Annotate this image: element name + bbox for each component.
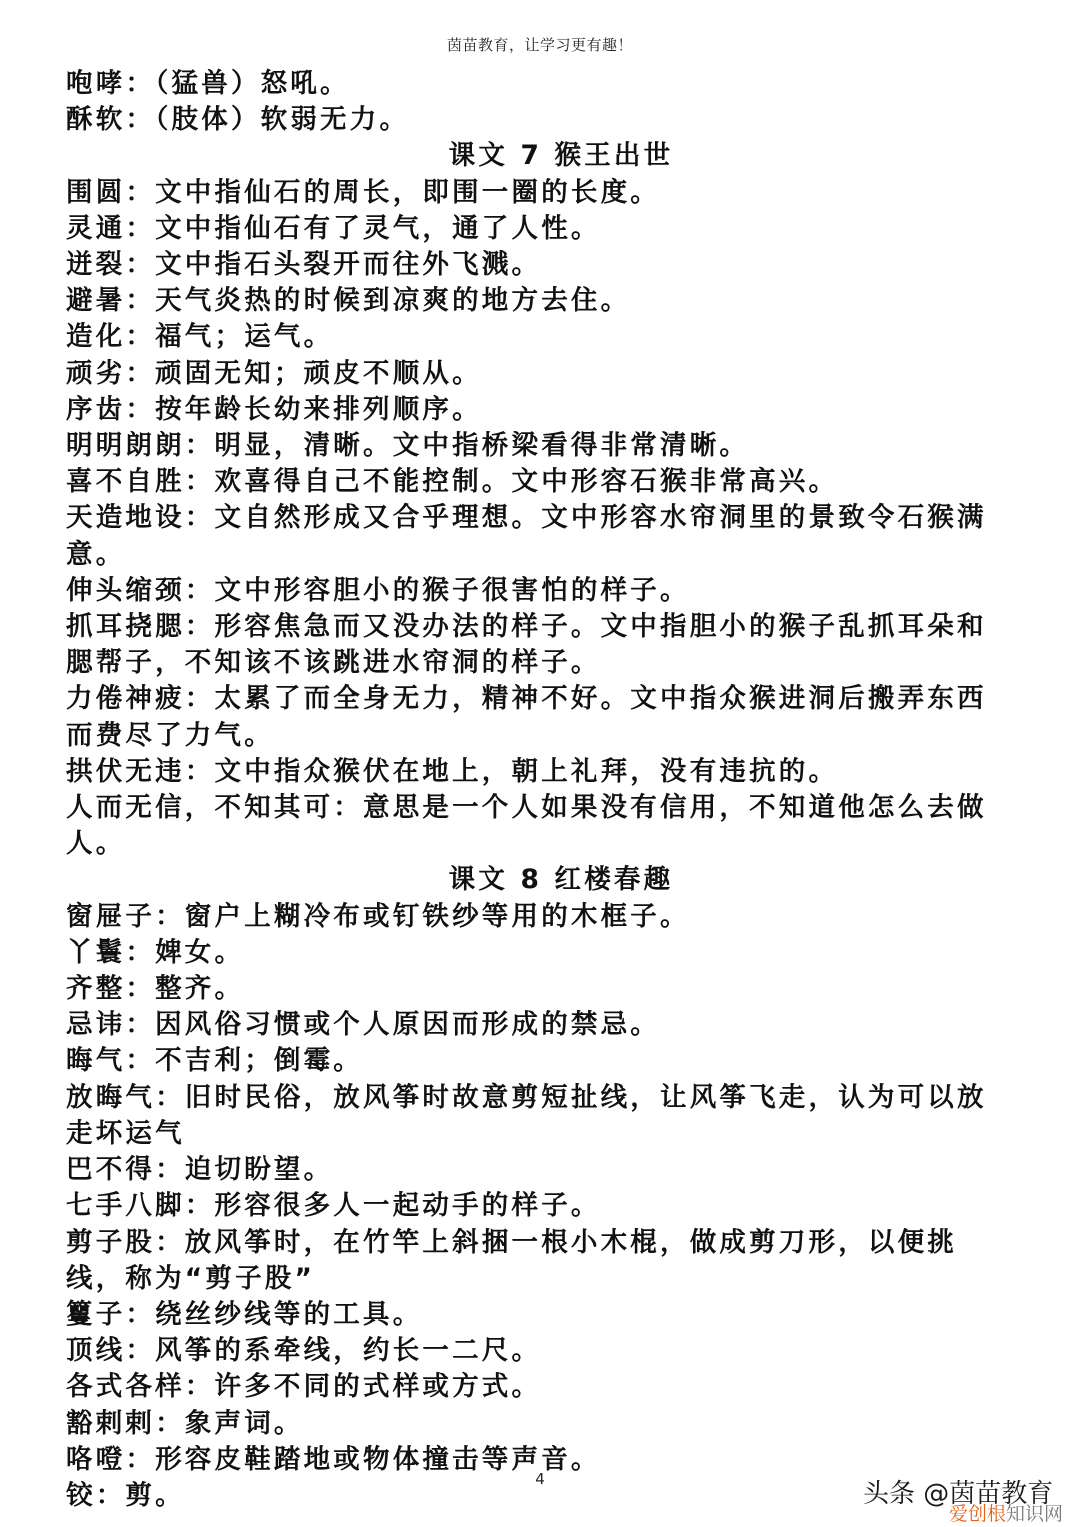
entry-line: 顽劣：顽固无知；顽皮不顺从。 <box>66 357 482 389</box>
entry-line: 伸头缩颈：文中形容胆小的猴子很害怕的样子。 <box>66 574 690 606</box>
entry-line: 齐整：整齐。 <box>66 973 245 1005</box>
entry-line: 晦气：不吉利；倒霉。 <box>66 1045 363 1077</box>
watermark <box>863 1473 1073 1523</box>
page-header: 茵苗教育，让学习更有趣！ <box>446 36 633 54</box>
entry-line: 咯噔：形容皮鞋踏地或物体撞击等声音。 <box>66 1443 601 1475</box>
entry-line: 围圆：文中指仙石的周长，即围一圈的长度。 <box>66 176 660 208</box>
entry-line: 顶线：风筝的系牵线，约长一二尺。 <box>66 1335 542 1367</box>
page-number: 4 <box>535 1470 545 1488</box>
entry-line: 各式各样：许多不同的式样或方式。 <box>66 1371 542 1403</box>
entry-line: 铰：剪。 <box>66 1479 185 1511</box>
entry-line: 灵通：文中指仙石有了灵气，通了人性。 <box>66 212 601 244</box>
entry-line: 抓耳挠腮：形容焦急而又没办法的样子。文中指胆小的猴子乱抓耳朵和腮帮子，不知该不该跳进水帘洞的样子。 <box>66 611 987 679</box>
watermark-site <box>949 1499 1063 1526</box>
watermark-source: 头条 @茵苗教育 <box>863 1479 1054 1509</box>
entry-line: 迸裂：文中指石头裂开而往外飞溅。 <box>66 249 542 281</box>
entry-line: 序齿：按年龄长幼来排列顺序。 <box>66 393 482 425</box>
entry-line: 拱伏无违：文中指众猴伏在地上，朝上礼拜，没有违抗的。 <box>66 755 839 787</box>
watermark-site-orange: 爱创根 <box>949 1503 1007 1525</box>
entry-line: 剪子股：放风筝时，在竹竿上斜捆一根小木棍，做成剪刀形，以便挑线，称为“剪子股” <box>66 1226 957 1294</box>
entry-line: 豁剌剌：象声词。 <box>66 1407 304 1439</box>
entry-line: 巴不得：迫切盼望。 <box>66 1154 334 1186</box>
section-heading: 课文 7 猴王出世 <box>448 140 674 172</box>
document-body <box>66 66 1016 1514</box>
entry-line: 酥软：（肢体）软弱无力。 <box>66 104 410 136</box>
entry-line: 咆哮：（猛兽）怒吼。 <box>66 68 350 99</box>
entry-line: 造化：福气；运气。 <box>66 321 334 353</box>
entry-line: 丫鬟：婢女。 <box>66 936 245 968</box>
entry-line: 籰子：绕丝纱线等的工具。 <box>66 1298 423 1330</box>
entry-line: 窗屉子：窗户上糊冷布或钉铁纱等用的木框子。 <box>66 900 690 932</box>
entry-line: 明明朗朗：明显，清晰。文中指桥梁看得非常清晰。 <box>66 430 750 462</box>
entry-line: 避暑：天气炎热的时候到凉爽的地方去住。 <box>66 285 631 317</box>
entry-line: 力倦神疲：太累了而全身无力，精神不好。文中指众猴进洞后搬弄东西而费尽了力气。 <box>66 683 987 751</box>
entry-line: 喜不自胜：欢喜得自己不能控制。文中形容石猴非常高兴。 <box>66 466 839 498</box>
watermark-site-gray: 知识网 <box>1006 1503 1064 1525</box>
entry-line: 七手八脚：形容很多人一起动手的样子。 <box>66 1190 601 1222</box>
section-heading: 课文 8 红楼春趣 <box>448 864 674 896</box>
entry-line: 天造地设：文自然形成又合乎理想。文中形容水帘洞里的景致令石猴满意。 <box>66 502 987 570</box>
entry-line: 忌讳：因风俗习惯或个人原因而形成的禁忌。 <box>66 1009 660 1041</box>
entry-line: 人而无信，不知其可：意思是一个人如果没有信用，不知道他怎么去做人。 <box>66 792 987 860</box>
entry-line: 放晦气：旧时民俗，放风筝时故意剪短扯线，让风筝飞走，认为可以放走坏运气 <box>66 1081 987 1149</box>
